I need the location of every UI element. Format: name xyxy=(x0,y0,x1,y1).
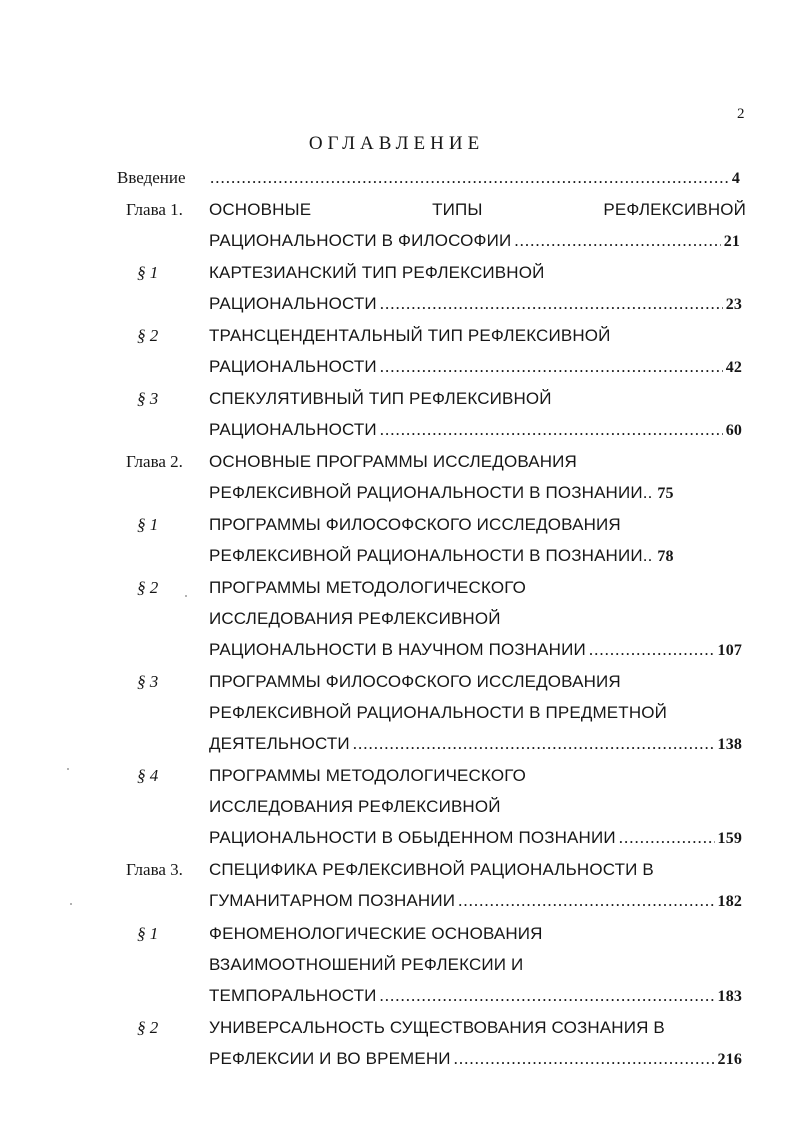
entry-text: РЕФЛЕКСИВНОЙ РАЦИОНАЛЬНОСТИ В ПОЗНАНИИ.. xyxy=(209,546,653,565)
section-1-3-line2[interactable] xyxy=(209,420,742,440)
dot-leader xyxy=(619,828,715,848)
entry-text: ГУМАНИТАРНОМ ПОЗНАНИИ xyxy=(209,891,456,910)
page-ref: 23 xyxy=(725,296,742,313)
page-ref: 159 xyxy=(717,830,742,847)
page-ref: 21 xyxy=(723,233,740,250)
section-2-2-line3[interactable] xyxy=(209,640,742,660)
section-3-1-line3[interactable] xyxy=(209,986,742,1006)
scan-speck xyxy=(67,768,69,770)
scan-speck xyxy=(185,595,187,597)
chapter-2-title-line1[interactable]: ОСНОВНЫЕ ПРОГРАММЫ ИССЛЕДОВАНИЯ xyxy=(209,452,577,471)
section-1-2-line2[interactable] xyxy=(209,357,742,377)
intro-label: Введение xyxy=(117,168,186,187)
section-2-4-line1[interactable]: ПРОГРАММЫ МЕТОДОЛОГИЧЕСКОГО xyxy=(209,766,526,785)
page-ref: 183 xyxy=(717,988,742,1005)
chapter-3-title-line1[interactable]: СПЕЦИФИКА РЕФЛЕКСИВНОЙ РАЦИОНАЛЬНОСТИ В xyxy=(209,860,654,879)
entry-text: РАЦИОНАЛЬНОСТИ В НАУЧНОМ ПОЗНАНИИ xyxy=(209,640,586,659)
section-1-3-line1[interactable]: СПЕКУЛЯТИВНЫЙ ТИП РЕФЛЕКСИВНОЙ xyxy=(209,389,552,408)
page-ref: 216 xyxy=(717,1051,742,1068)
entry-text: РАЦИОНАЛЬНОСТИ xyxy=(209,294,377,313)
section-2-1-line1[interactable]: ПРОГРАММЫ ФИЛОСОФСКОГО ИССЛЕДОВАНИЯ xyxy=(209,515,621,534)
scan-speck xyxy=(70,903,72,905)
page-ref: 75 xyxy=(657,485,674,502)
page-ref: 60 xyxy=(725,422,742,439)
section-2-4-line2[interactable]: ИССЛЕДОВАНИЯ РЕФЛЕКСИВНОЙ xyxy=(209,797,501,816)
entry-text: ТЕМПОРАЛЬНОСТИ xyxy=(209,986,377,1005)
section-3-2-line1[interactable]: УНИВЕРСАЛЬНОСТЬ СУЩЕСТВОВАНИЯ СОЗНАНИЯ В xyxy=(209,1018,665,1037)
intro-entry[interactable] xyxy=(207,168,740,188)
chapter-1-title-line2[interactable] xyxy=(209,231,740,251)
entry-text: РЕФЛЕКСИВНОЙ РАЦИОНАЛЬНОСТИ В ПОЗНАНИИ.. xyxy=(209,483,653,502)
dot-leader xyxy=(454,1049,715,1069)
dot-leader xyxy=(380,357,723,377)
word: ОСНОВНЫЕ xyxy=(209,200,312,219)
section-1-1-line2[interactable] xyxy=(209,294,742,314)
page-ref: 138 xyxy=(717,736,742,753)
dot-leader xyxy=(514,231,720,251)
section-1-3-label: § 3 xyxy=(137,389,159,408)
section-3-2-line2[interactable] xyxy=(209,1049,742,1069)
dot-leader xyxy=(353,734,715,754)
section-3-1-line2[interactable]: ВЗАИМООТНОШЕНИЙ РЕФЛЕКСИИ И xyxy=(209,955,524,974)
page-ref: 4 xyxy=(731,170,740,187)
page-ref: 182 xyxy=(717,893,742,910)
section-1-1-line1[interactable]: КАРТЕЗИАНСКИЙ ТИП РЕФЛЕКСИВНОЙ xyxy=(209,263,545,282)
section-2-3-line3[interactable] xyxy=(209,734,742,754)
section-3-1-line1[interactable]: ФЕНОМЕНОЛОГИЧЕСКИЕ ОСНОВАНИЯ xyxy=(209,924,543,943)
entry-text: РАЦИОНАЛЬНОСТИ xyxy=(209,357,377,376)
dot-leader xyxy=(380,420,723,440)
page-ref: 107 xyxy=(717,642,742,659)
section-2-1-label: § 1 xyxy=(137,515,159,534)
section-2-2-line2[interactable]: ИССЛЕДОВАНИЯ РЕФЛЕКСИВНОЙ xyxy=(209,609,501,628)
entry-text: РАЦИОНАЛЬНОСТИ В ОБЫДЕННОМ ПОЗНАНИИ xyxy=(209,828,616,847)
chapter-1-label: Глава 1. xyxy=(126,200,183,219)
section-2-4-label: § 4 xyxy=(137,766,159,785)
page-ref: 42 xyxy=(725,359,742,376)
chapter-2-title-line2[interactable] xyxy=(209,483,674,503)
section-2-3-line2[interactable]: РЕФЛЕКСИВНОЙ РАЦИОНАЛЬНОСТИ В ПРЕДМЕТНОЙ xyxy=(209,703,667,722)
section-2-2-line1[interactable]: ПРОГРАММЫ МЕТОДОЛОГИЧЕСКОГО xyxy=(209,578,526,597)
chapter-1-title-line1[interactable] xyxy=(209,200,746,220)
dot-leader xyxy=(210,168,729,188)
section-2-2-label: § 2 xyxy=(137,578,159,597)
page-ref: 78 xyxy=(657,548,674,565)
dot-leader xyxy=(458,891,714,911)
entry-text: РАЦИОНАЛЬНОСТИ xyxy=(209,420,377,439)
section-1-2-line1[interactable]: ТРАНСЦЕНДЕНТАЛЬНЫЙ ТИП РЕФЛЕКСИВНОЙ xyxy=(209,326,611,345)
entry-text: ДЕЯТЕЛЬНОСТИ xyxy=(209,734,350,753)
page-number: 2 xyxy=(737,106,745,122)
dot-leader xyxy=(589,640,715,660)
entry-text: РАЦИОНАЛЬНОСТИ В ФИЛОСОФИИ xyxy=(209,231,512,250)
dot-leader xyxy=(380,294,723,314)
word: РЕФЛЕКСИВНОЙ xyxy=(603,200,746,219)
word: ТИПЫ xyxy=(432,200,483,219)
section-3-1-label: § 1 xyxy=(137,924,159,943)
section-2-3-line1[interactable]: ПРОГРАММЫ ФИЛОСОФСКОГО ИССЛЕДОВАНИЯ xyxy=(209,672,621,691)
section-3-2-label: § 2 xyxy=(137,1018,159,1037)
section-2-4-line3[interactable] xyxy=(209,828,742,848)
section-1-2-label: § 2 xyxy=(137,326,159,345)
entry-text: РЕФЛЕКСИИ И ВО ВРЕМЕНИ xyxy=(209,1049,451,1068)
toc-title: ОГЛАВЛЕНИЕ xyxy=(308,133,485,154)
chapter-3-title-line2[interactable] xyxy=(209,891,742,911)
section-2-3-label: § 3 xyxy=(137,672,159,691)
section-1-1-label: § 1 xyxy=(137,263,159,282)
chapter-3-label: Глава 3. xyxy=(126,860,183,879)
dot-leader xyxy=(379,986,714,1006)
chapter-2-label: Глава 2. xyxy=(126,452,183,471)
section-2-1-line2[interactable] xyxy=(209,546,674,566)
